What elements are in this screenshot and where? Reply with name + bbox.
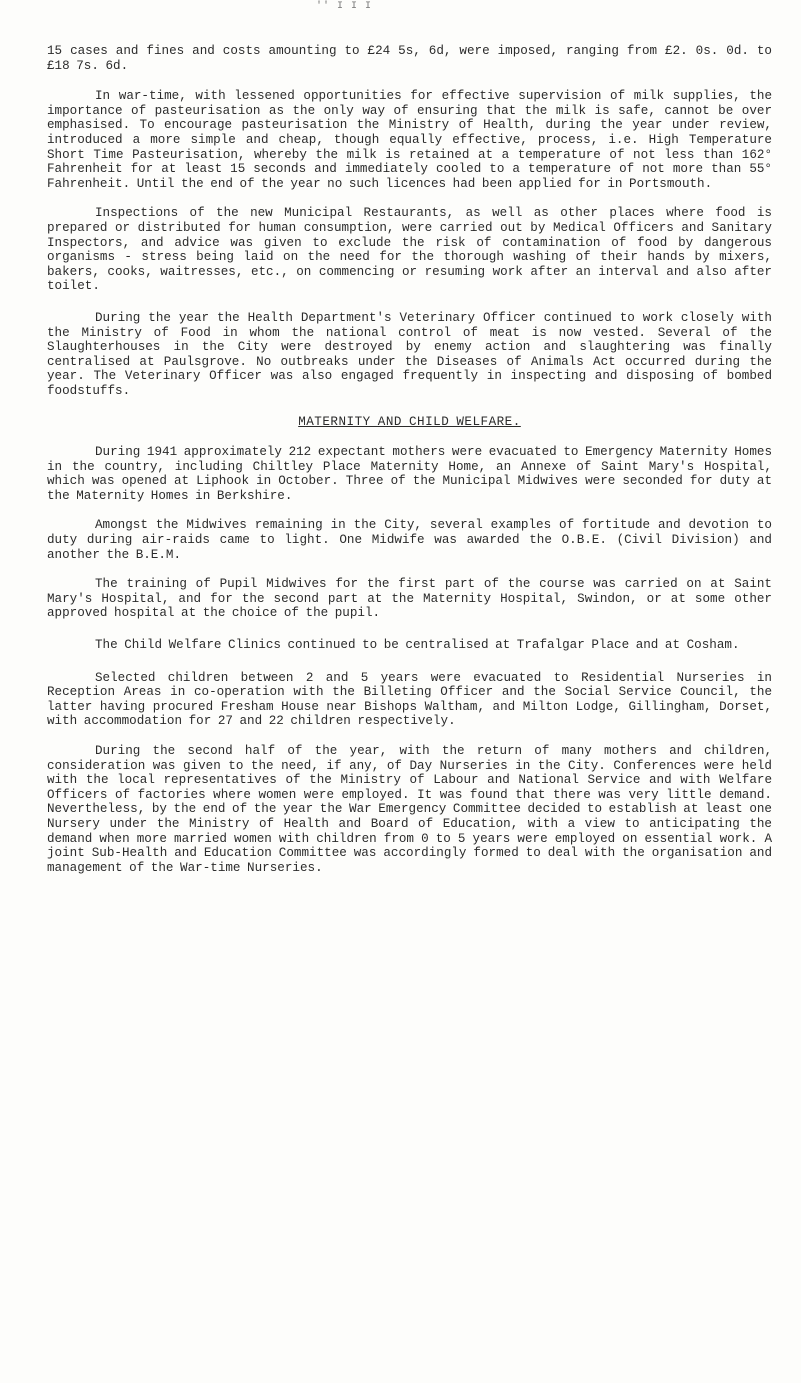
paragraph-pupil-midwives-training: The training of Pupil Midwives for the first part of the course was carried on at Saint Mary's Hospital, and for the second part at the Maternity Hospital, Swindon, or at some other approved hospital at the choice of the pupil. <box>47 577 772 621</box>
paragraph-child-welfare-clinics: The Child Welfare Clinics continued to be centralised at Trafalgar Place and at Cosham. <box>95 638 740 652</box>
page-top-mark: '' I I I <box>316 1 373 12</box>
paragraph-restaurants-inspection: Inspections of the new Municipal Restaurants, as well as other places where food is prepared or distributed for human consumption, were carried out by Medical Officers and Sanitary Inspectors, and advice was given to exclude the risk of contamination of food by dangerous organisms - stress being laid on the need for the thorough washing of their hands by mixers, bakers, cooks, waitresses, etc., on commencing or resuming work after an interval and also after toilet. <box>47 206 772 294</box>
paragraph-midwives-fortitude: Amongst the Midwives remaining in the City, several examples of fortitude and devotion to duty during air-raids came to light. One Midwife was awarded the O.B.E. (Civil Division) and another the B.E.M. <box>47 518 772 562</box>
paragraph-veterinary-officer: During the year the Health Department's Veterinary Officer continued to work closely with the Ministry of Food in whom the national control of meat is now vested. Several of the Slaughterhouses in the City were destroyed by enemy action and slaughtering was finally centralised at Paulsgrove. No outbreaks under the Diseases of Animals Act occurred during the year. The Veterinary Officer was also engaged frequently in inspecting and disposing of bombed foodstuffs. <box>47 310 772 398</box>
paragraph-milk-pasteurisation: In war-time, with lessened opportunities for effective supervision of milk supplies, the importance of pasteurisation as the only way of ensuring that the milk is safe, cannot be over emphasised. To encourage pasteurisation the Ministry of Health, during the year under review, introduced a more simple and cheap, though equally effective, process, i.e. High Temperature Short Time Pasteurisation, whereby the milk is retained at a temperature of not less than 162° Fahrenheit for at least 15 seconds and immediately cooled to a temperature of not more than 55° Fahrenheit. Until the end of the year no such licences had been applied for in Portsmouth. <box>47 89 772 191</box>
section-heading-maternity: MATERNITY AND CHILD WELFARE. <box>298 415 521 430</box>
document-page <box>47 0 772 875</box>
paragraph-day-nurseries: During the second half of the year, with the return of many mothers and children, consideration was given to the need, if any, of Day Nurseries in the City. Conferences were held with the local representatives of the Ministry of Labour and National Service and with Welfare Officers of factories where women were employed. It was found that there was very little demand. Nevertheless, by the end of the year the War Emergency Committee decided to establish at least one Nursery under the Ministry of Health and Board of Education, with a view to anticipating the demand when more married women with children from 0 to 5 years were employed on essential work. A joint Sub-Health and Education Committee was accordingly formed to deal with the organisation and management of the War-time Nurseries. <box>47 743 772 875</box>
paragraph-evacuated-mothers: During 1941 approximately 212 expectant mothers were evacuated to Emergency Maternity Homes in the country, including Chiltley Place Maternity Home, an Annexe of Saint Mary's Hospital, which was opened at Liphook in October. Three of the Municipal Midwives were seconded for duty at the Maternity Homes in Berkshire. <box>47 445 772 503</box>
paragraph-residential-nurseries: Selected children between 2 and 5 years were evacuated to Residential Nurseries in Reception Areas in co-operation with the Billeting Officer and the Social Service Council, the latter having procured Fresham House near Bishops Waltham, and Milton Lodge, Gillingham, Dorset, with accommodation for 27 and 22 children respectively. <box>47 670 772 729</box>
paragraph-fines: 15 cases and fines and costs amounting to £24 5s, 6d, were imposed, ranging from £2. 0s. 0d. to £18 7s. 6d. <box>47 44 772 73</box>
